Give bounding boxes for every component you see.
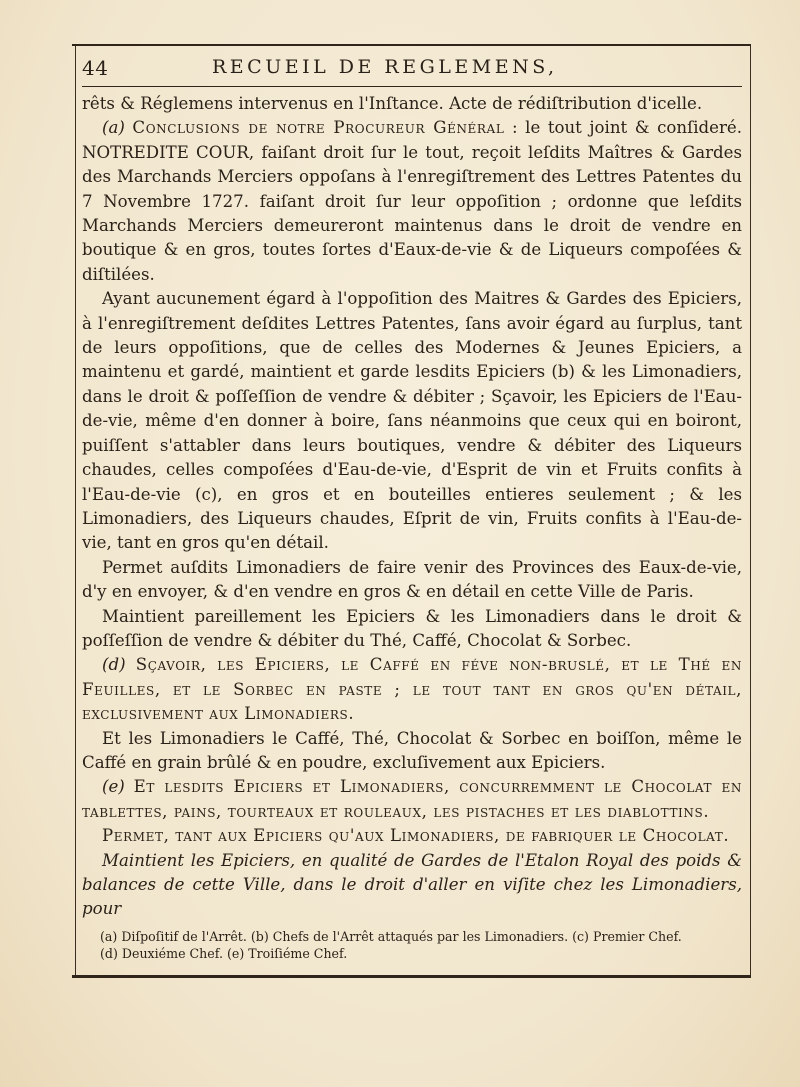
note-marker: (a) (102, 118, 125, 138)
paragraph: (a) Conclusions de notre Procureur Général : le tout joint & conſideré. NOTREDITE COUR, faiſant droit ſur le tout, reçoit leſdits Maîtres & Gardes des Marchands Merciers oppoſans à l'enregiſtrement des Lettres Patentes du 7 Novembre 1727. faiſant droit ſur leur oppoſition ; ordonne que leſdits Marchands Merciers demeureront maintenus dans le droit de vendre en boutique & en gros, toutes ſortes d'Eaux-de-vie & de Liqueurs compoſées & diſtilées. (82, 118, 742, 284)
page-number: 44 (82, 56, 109, 80)
paragraph: rêts & Réglemens intervenus en l'Inſtance. Acte de rédiſtribution d'icelle. (82, 94, 703, 113)
bottom-rule (72, 975, 751, 978)
page-header (82, 52, 742, 87)
paragraph: (d) Sçavoir, les Epiciers, le Caffé en féve non-bruslé, et le Thé en Feuilles, et le Sorbec en paste ; le tout tant en gros qu'en détail, exclusivement aux Limonadiers. (82, 655, 742, 724)
note-marker: (e) (102, 777, 125, 797)
note-marker: (d) (102, 655, 126, 675)
body-text (82, 92, 742, 922)
paragraph: Permet auſdits Limonadiers de faire venir des Provinces des Eaux-de-vie, d'y en envoyer, & d'en vendre en gros & en détail en cette Ville de Paris. (82, 557, 742, 602)
running-title: RECUEIL DE REGLEMENS, (212, 56, 558, 78)
paragraph: Permet, tant aux Epiciers qu'aux Limonadiers, de fabriquer le Chocolat. (102, 826, 730, 846)
footnotes (100, 928, 740, 962)
paragraph: Et les Limonadiers le Caffé, Thé, Chocolat & Sorbec en boiſſon, même le Caffé en grain brûlé & en poudre, excluſivement aux Epiciers. (82, 728, 742, 772)
paragraph: Ayant aucunement égard à l'oppoſition des Maitres & Gardes des Epiciers, à l'enregiſtrement deſdites Lettres Patentes, ſans avoir égard au ſurplus, tant de leurs oppoſitions, que de celles des Modernes & Jeunes Epiciers, a maintenu et gardé, maintient et garde lesdits Epiciers (b) & les Limonadiers, dans le droit & poſſeſſion de vendre & débiter ; Sçavoir, les Epiciers de l'Eau-de-vie, même d'en donner à boire, ſans néanmoins que ceux qui en boiront, puiſſent s'attabler dans leurs boutiques, vendre & débiter des Liqueurs chaudes, celles compoſées d'Eau-de-vie, d'Esprit de vin et Fruits confits à l'Eau-de-vie (c), en gros et en bouteilles entieres seulement ; & les Limonadiers, des Liqueurs chaudes, Eſprit de vin, Fruits confits à l'Eau-de-vie, tant en gros qu'en détail. (82, 289, 742, 553)
footnote-line: (a) Diſpoſitif de l'Arrêt. (b) Chefs de l'Arrêt attaqués par les Limonadiers. (c) Premier Chef. (100, 929, 682, 944)
paragraph: Maintient pareillement les Epiciers & les Limonadiers dans le droit & poſſeſſion de vendre & débiter du Thé, Caffé, Chocolat & Sorbec. (82, 606, 742, 650)
footnote-line: (d) Deuxiéme Chef. (e) Troiſiéme Chef. (100, 946, 348, 961)
paragraph: (e) Et lesdits Epiciers et Limonadiers, concurremment le Chocolat en tablettes, pains, tourteaux et rouleaux, les pistaches et les diablottins. (82, 777, 742, 821)
paragraph: Maintient les Epiciers, en qualité de Gardes de l'Etalon Royal des poids & balances de cette Ville, dans le droit d'aller en viſite chez les Limonadiers, pour (82, 850, 742, 919)
